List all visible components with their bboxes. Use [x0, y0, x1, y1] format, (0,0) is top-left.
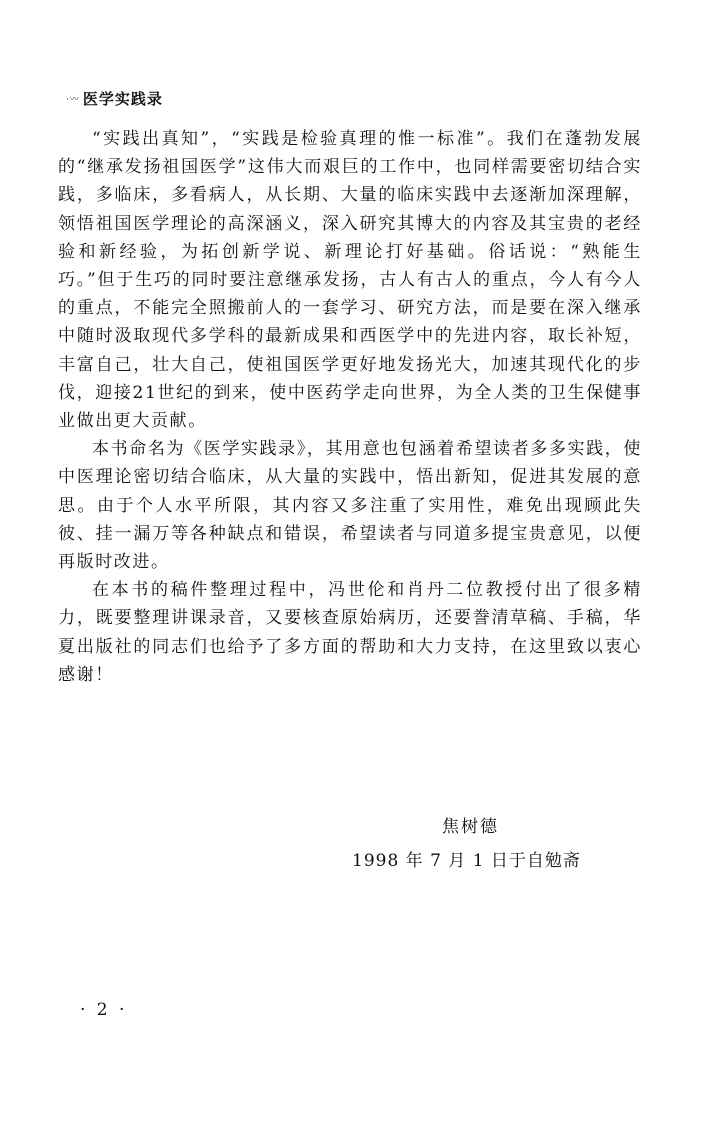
paragraph-3: 在本书的稿件整理过程中，冯世伦和肖丹二位教授付出了很多精力，既要整理讲课录音，又要核查原始病历，还要誊清草稿、手稿，华夏出版社的同志们也给予了多方面的帮助和大力支持，在这里致以衷心感谢！	[58, 580, 642, 685]
paragraph-2: 本书命名为《医学实践录》，其用意也包涵着希望读者多多实践，使中医理论密切结合临床，从大量的实践中，悟出新知，促进其发展的意思。由于个人水平所限，其内容又多注重了实用性，难免出现顾此失彼、挂一漏万等各种缺点和错误，希望读者与同道多提宝贵意见，以便再版时改进。	[58, 439, 642, 573]
page-number: · 2 ·	[80, 1000, 128, 1020]
signature-date: 1998 年 7 月 1 日于自勉斋	[352, 851, 581, 871]
book-title: 医学实践录	[82, 90, 163, 108]
author-signature: 焦树德	[442, 817, 499, 837]
paragraph-1: “实践出真知”，“实践是检验真理的惟一标准”。我们在蓬勃发展的“继承发扬祖国医学”这伟大而艰巨的工作中，也同样需要密切结合实践，多临床，多看病人，从长期、大量的临床实践中去逐渐加深理解，领悟祖国医学理论的高深涵义，深入研究其博大的内容及其宝贵的老经验和新经验，为拓创新学说、新理论打好基础。俗话说：“熟能生巧。”但于生巧的同时要注意继承发扬，古人有古人的重点，今人有今人的重点，不能完全照搬前人的一套学习、研究方法，而是要在深入继承中随时汲取现代多学科的最新成果和西医学中的先进内容，取长补短，丰富自己，壮大自己，使祖国医学更好地发扬光大，加速其现代化的步伐，迎接21世纪的到来，使中医药学走向世界，为全人类的卫生保健事业做出更大贡献。	[58, 129, 642, 432]
header-ornament: ·〰	[66, 95, 80, 105]
preface-body	[58, 125, 642, 689]
running-header	[66, 88, 163, 109]
